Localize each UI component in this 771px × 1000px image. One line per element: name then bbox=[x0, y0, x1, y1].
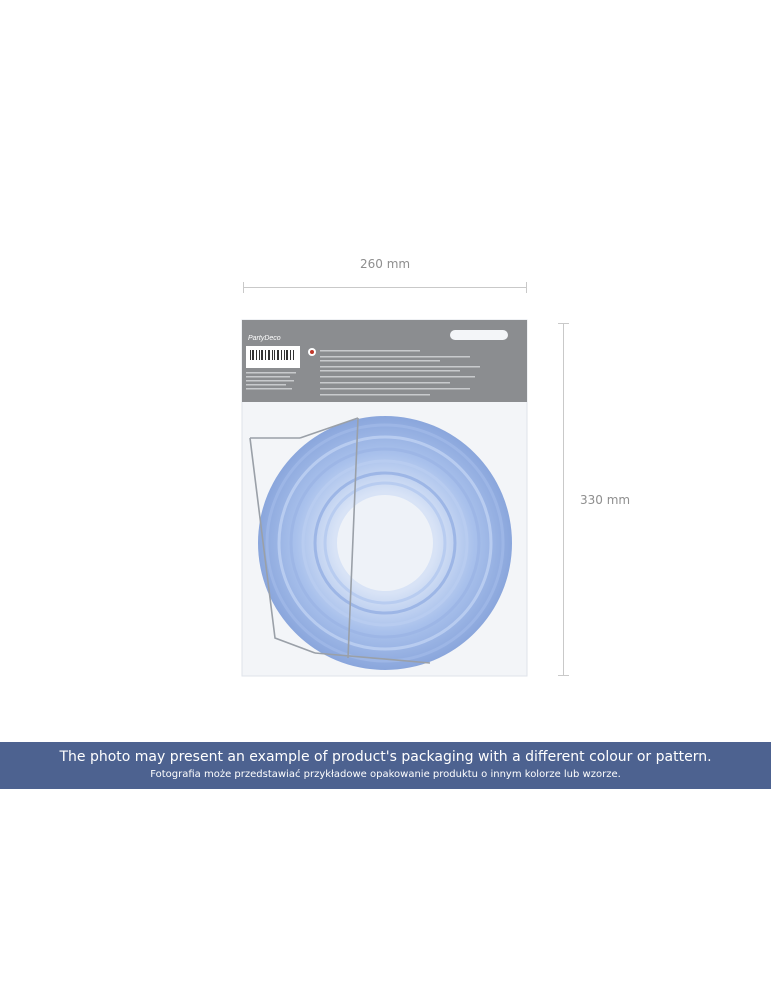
width-dimension-line bbox=[243, 287, 527, 288]
width-dimension-label: 260 mm bbox=[360, 257, 411, 271]
width-dimension-cap-left bbox=[243, 282, 244, 293]
notice-banner bbox=[0, 742, 771, 789]
hang-hole bbox=[450, 330, 508, 340]
product-package-image bbox=[240, 318, 530, 680]
notice-english-text: The photo may present an example of product's packaging with a different colour or pattern. bbox=[59, 749, 712, 765]
height-dimension-line bbox=[563, 323, 564, 676]
barcode-icon bbox=[250, 350, 294, 360]
paper-lantern bbox=[258, 416, 512, 670]
brand-logo: PartyDeco bbox=[248, 335, 281, 342]
height-dimension-cap-top bbox=[558, 323, 569, 324]
height-dimension-cap-bottom bbox=[558, 675, 569, 676]
width-dimension-cap-right bbox=[526, 282, 527, 293]
height-dimension-label: 330 mm bbox=[580, 493, 631, 507]
notice-polish-text: Fotografia może przedstawiać przykładowe opakowanie produktu o innym kolorze lub wzorze. bbox=[150, 769, 621, 780]
